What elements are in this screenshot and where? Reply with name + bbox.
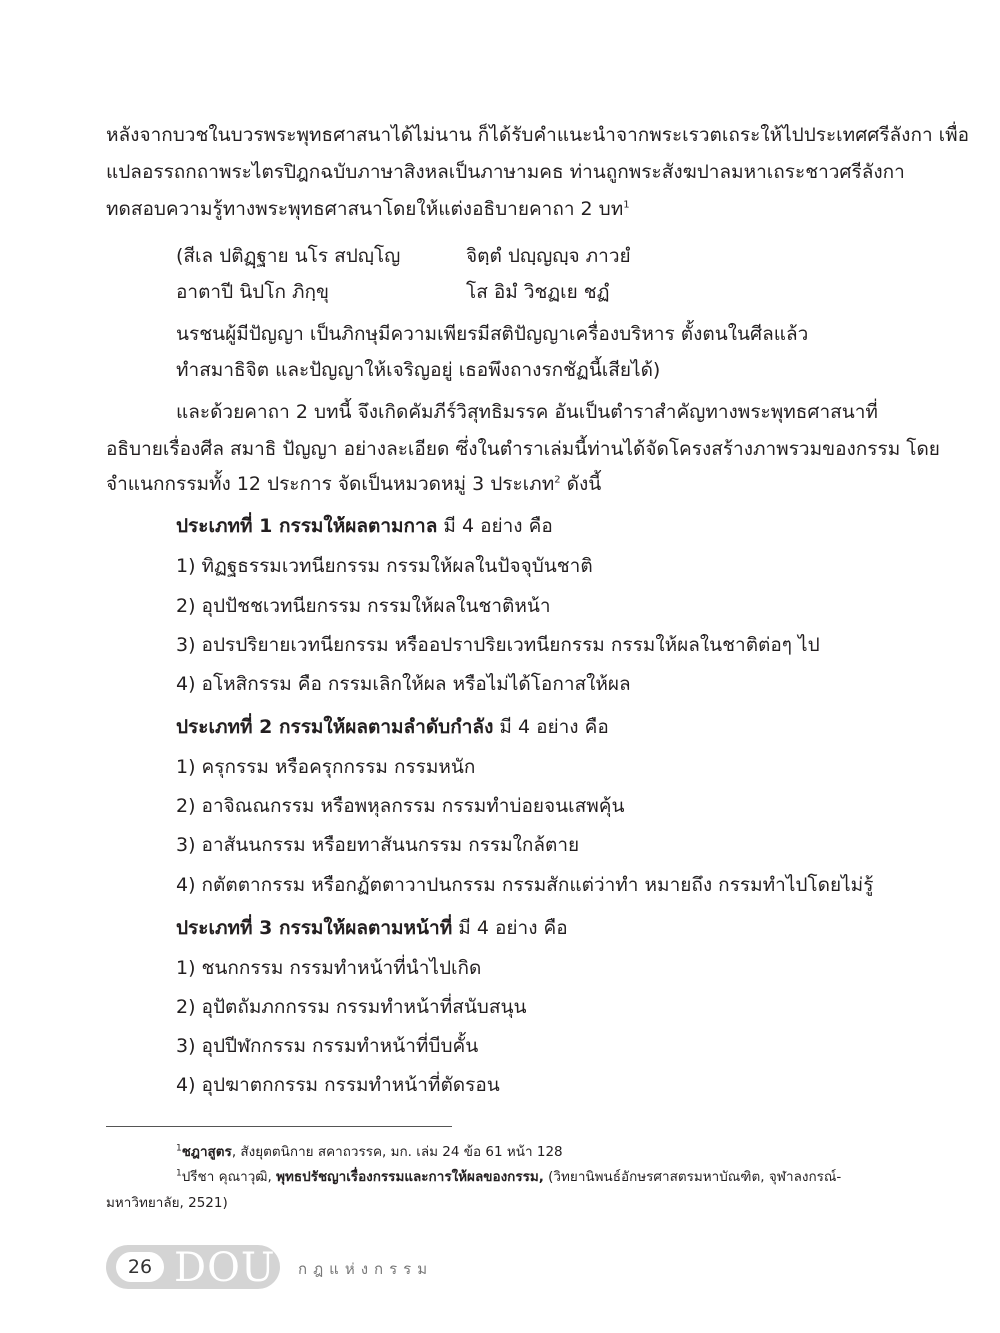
category-count: มี 4 อย่าง คือ	[452, 917, 568, 939]
verse-line-1b: จิตฺตํ ปญฺญญฺจ ภาวยํ	[466, 245, 631, 267]
category-heading	[176, 715, 609, 739]
category-title: ประเภทที่ 1 กรรมให้ผลตามกาล	[176, 515, 438, 537]
verse-line-2a: อาตาปี นิปโก ภิกฺขุ	[176, 281, 330, 303]
para2-line-1: และด้วยคาถา 2 บทนี้ จึงเกิดคัมภีร์วิสุทธิมรรค อันเป็นตำราสำคัญทางพระพุทธศาสนาที่	[176, 401, 878, 423]
verse-line-1a: (สีเล ปติฏฺฐาย นโร สปญฺโญ	[176, 245, 401, 267]
footnote-title: ชฎาสูตร	[181, 1144, 232, 1160]
category-count: มี 4 อย่าง คือ	[493, 716, 609, 738]
list-item: 3) อาสันนกรรม หรือยทาสันนกรรม กรรมใกล้ตาย	[176, 834, 580, 856]
footnote-text: , สังยุตตนิกาย สคาถวรรค, มก. เล่ม 24 ข้อ 61 หน้า 128	[231, 1144, 563, 1160]
footnote-mark: 1	[176, 1143, 182, 1154]
list-item: 3) อุปปีฬกกรรม กรรมทำหน้าที่บีบคั้น	[176, 1035, 479, 1057]
footnote-2-continuation: มหาวิทยาลัย, 2521)	[106, 1195, 228, 1211]
translation-line-1: นรชนผู้มีปัญญา เป็นภิกษุมีความเพียรมีสติปัญญาเครื่องบริหาร ตั้งตนในศีลแล้ว	[176, 323, 809, 345]
footnote-ref-1: 1	[623, 199, 630, 211]
intro-line-2: แปลอรรถกถาพระไตรปิฎกฉบับภาษาสิงหลเป็นภาษามคธ ท่านถูกพระสังฆปาลมหาเถระชาวศรีลังกา	[106, 161, 905, 183]
list-item: 4) อโหสิกรรม คือ กรรมเลิกให้ผล หรือไม่ได้โอกาสให้ผล	[176, 673, 631, 695]
footnote-1	[176, 1143, 563, 1161]
footnote-2	[176, 1168, 841, 1186]
category-count: มี 4 อย่าง คือ	[437, 515, 553, 537]
category-title: ประเภทที่ 3 กรรมให้ผลตามหน้าที่	[176, 917, 453, 939]
list-item: 1) ครุกรรม หรือครุกกรรม กรรมหนัก	[176, 756, 476, 778]
list-item: 2) อุปปัชชเวทนียกรรม กรรมให้ผลในชาติหน้า	[176, 595, 551, 617]
para2-line-3-end: ดังนี้	[560, 473, 602, 495]
list-item: 2) อาจิณณกรรม หรือพหุลกรรม กรรมทำบ่อยจนเสพคุ้น	[176, 795, 625, 817]
intro-line-3-text: ทดสอบความรู้ทางพระพุทธศาสนาโดยให้แต่งอธิบายคาถา 2 บท	[106, 198, 624, 220]
intro-line-1: หลังจากบวชในบวรพระพุทธศาสนาได้ไม่นาน ก็ได้รับคำแนะนำจากพระเรวตเถระให้ไปประเทศศรีลังกา เพื่อ	[106, 124, 970, 146]
page-number: 26	[116, 1252, 164, 1282]
list-item: 1) ชนกกรรม กรรมทำหน้าที่นำไปเกิด	[176, 957, 482, 979]
category-heading	[176, 916, 568, 940]
footnote-divider	[106, 1126, 452, 1127]
footnote-text: (วิทยานิพนธ์อักษรศาสตรมหาบัณฑิต, จุฬาลงกรณ์-	[543, 1169, 842, 1185]
footnote-mark: 1	[176, 1168, 182, 1179]
para2-line-2: อธิบายเรื่องศีล สมาธิ ปัญญา อย่างละเอียด ซึ่งในตำราเล่มนี้ท่านได้จัดโครงสร้างภาพรวมของกรรม โดย	[106, 438, 940, 460]
book-title: กฎแห่งกรรม	[298, 1260, 434, 1278]
category-heading	[176, 514, 553, 538]
list-item: 2) อุปัตถัมภกกรรม กรรมทำหน้าที่สนับสนุน	[176, 996, 527, 1018]
para2-line-3-text: จำแนกกรรมทั้ง 12 ประการ จัดเป็นหมวดหมู่ 3 ประเภท	[106, 473, 555, 495]
list-item: 4) อุปฆาตกกรรม กรรมทำหน้าที่ตัดรอน	[176, 1074, 500, 1096]
verse-line-2b: โส อิมํ วิชฏเย ชฏํ	[466, 281, 610, 303]
footnote-ref-2: 2	[554, 474, 561, 486]
list-item: 4) กตัตตากรรม หรือกฏัตตาวาปนกรรม กรรมสักแต่ว่าทำ หมายถึง กรรมทำไปโดยไม่รู้	[176, 874, 874, 896]
page-badge	[106, 1245, 280, 1289]
footnote-author: ปรีชา คุณาวุฒิ,	[181, 1169, 277, 1185]
intro-line-3	[106, 197, 630, 221]
category-title: ประเภทที่ 2 กรรมให้ผลตามลำดับกำลัง	[176, 716, 494, 738]
translation-line-2: ทำสมาธิจิต และปัญญาให้เจริญอยู่ เธอพึงถางรกชัฏนี้เสียได้)	[176, 359, 661, 381]
list-item: 3) อปรปริยายเวทนียกรรม หรืออปราปริยเวทนียกรรม กรรมให้ผลในชาติต่อๆ ไป	[176, 634, 820, 656]
para2-line-3	[106, 472, 601, 496]
footnote-title: พุทธปรัชญาเรื่องกรรมและการให้ผลของกรรม,	[276, 1169, 544, 1185]
list-item: 1) ทิฏฐธรรมเวทนียกรรม กรรมให้ผลในปัจจุบันชาติ	[176, 555, 593, 577]
dou-logo: DOU	[174, 1245, 276, 1291]
